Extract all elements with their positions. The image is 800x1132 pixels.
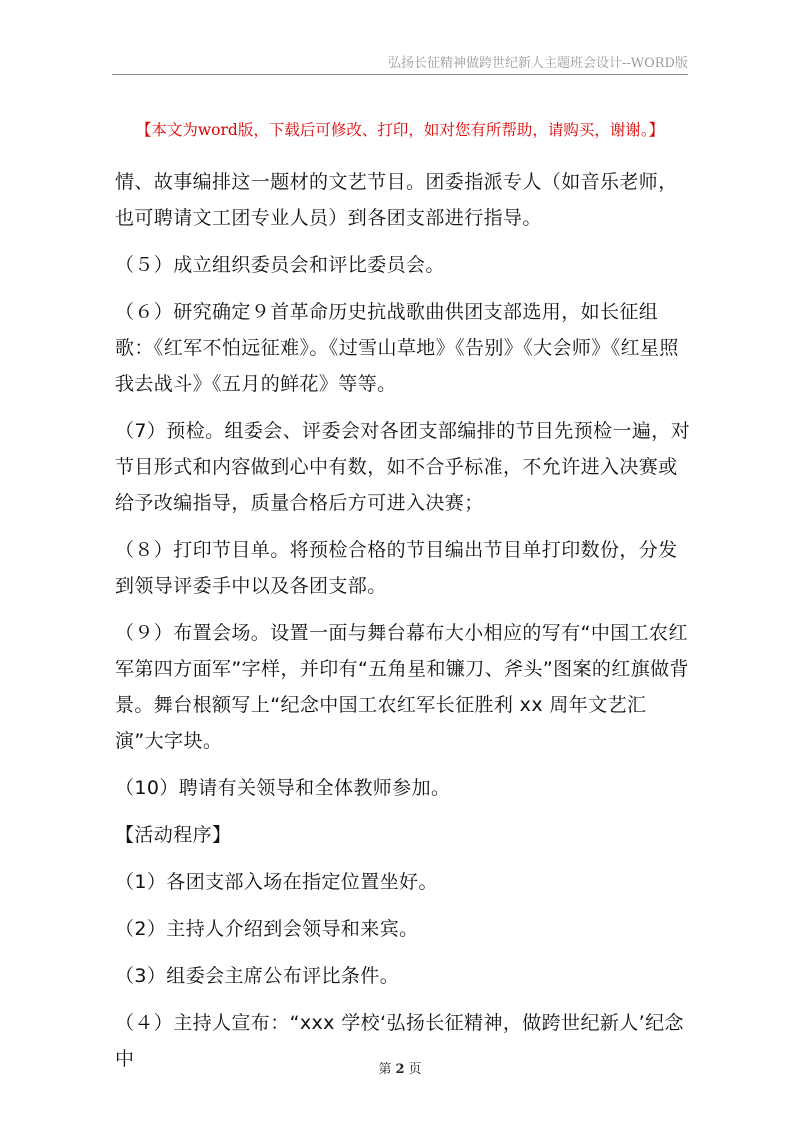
page-footer xyxy=(0,1058,800,1077)
page-label-suffix: 页 xyxy=(408,1062,422,1077)
paragraph-7: （10）聘请有关领导和全体教师参加。 xyxy=(115,777,451,799)
page-label-prefix: 第 xyxy=(378,1062,392,1077)
paragraph-6: （９）布置会场。设置一面与舞台幕布大小相应的写有“中国工农红军第四方面军”字样，并印有“五角星和镰刀、斧头”图案的红旗做背景。舞台根额写上“纪念中国工农红军长征胜利 xx 周年文艺汇演”大字块。 xyxy=(115,622,689,752)
document-body xyxy=(115,164,695,1088)
paragraph-12: （４）主持人宣布：“xxx 学校‘弘扬长征精神，做跨世纪新人’纪念中 xyxy=(115,1012,684,1070)
paragraph-3: （６）研究确定９首革命历史抗战歌曲供团支部选用，如长征组歌：《红军不怕远征难》。《过雪山草地》《告别》《大会师》《红星照我去战斗》《五月的鲜花》等等。 xyxy=(115,301,679,395)
document-header-title: 弘扬长征精神做跨世纪新人主题班会设计--WORD版 xyxy=(387,56,688,71)
section-heading-activity-program: 【活动程序】 xyxy=(115,824,232,846)
header-divider xyxy=(112,74,688,75)
paragraph-1: 情、故事编排这一题材的文艺节目。团委指派专人（如音乐老师，也可聘请文工团专业人员）到各团支部进行指导。 xyxy=(115,171,678,229)
paragraph-9: （1）各团支部入场在指定位置坐好。 xyxy=(115,871,438,893)
paragraph-4: （7）预检。组委会、评委会对各团支部编排的节目先预检一遍，对节目形式和内容做到心中有数，如不合乎标准，不允许进入决赛或给予改编指导，质量合格后方可进入决赛； xyxy=(115,420,691,514)
paragraph-5: （８）打印节目单。将预检合格的节目编出节目单打印数份，分发到领导评委手中以及各团支部。 xyxy=(115,539,678,597)
download-notice: 【本文为word版，下载后可修改、打印，如对您有所帮助，请购买，谢谢。】 xyxy=(135,121,665,139)
paragraph-2: （５）成立组织委员会和评比委员会。 xyxy=(115,254,445,276)
paragraph-11: （3）组委会主席公布评比条件。 xyxy=(115,965,400,987)
page-number: 2 xyxy=(395,1062,405,1077)
paragraph-10: （2）主持人介绍到会领导和来宾。 xyxy=(115,918,419,940)
